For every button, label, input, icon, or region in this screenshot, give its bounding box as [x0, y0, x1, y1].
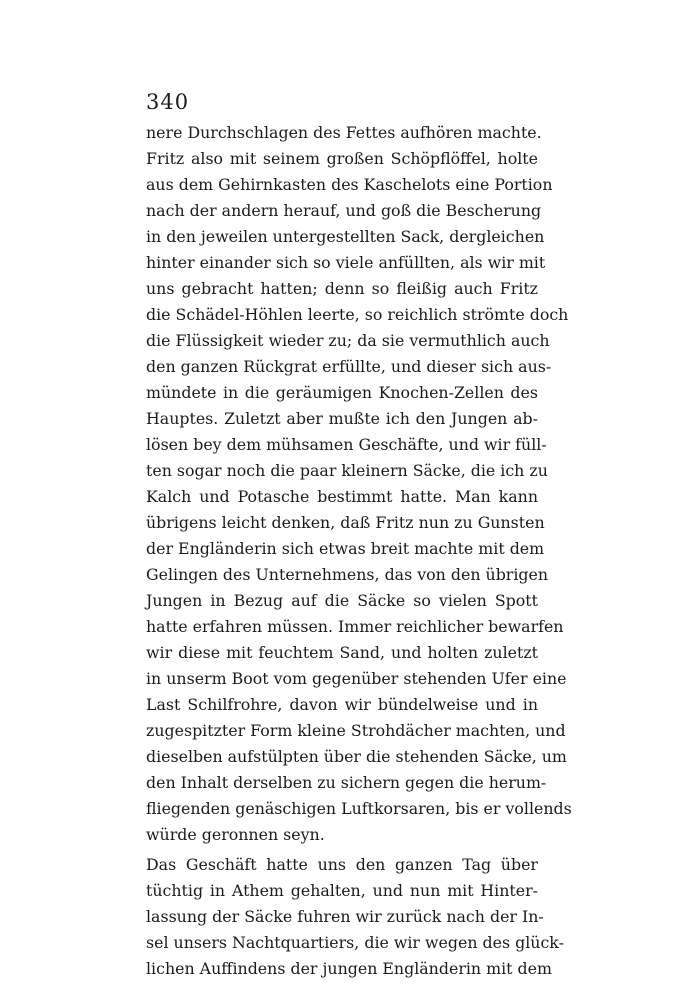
- text-line: Hauptes. Zuletzt aber mußte ich den Jungen ab-: [146, 409, 538, 428]
- page-number: 340: [146, 90, 190, 114]
- text-line: der Engländerin sich etwas breit machte mit dem: [146, 539, 545, 558]
- text-line: tüchtig in Athem gehalten, und nun mit Hinter-: [146, 881, 538, 900]
- text-line: lassung der Säcke fuhren wir zurück nach der In-: [146, 907, 544, 926]
- text-line: fliegenden genäschigen Luftkorsaren, bis er vollends: [146, 799, 572, 818]
- text-line: Fritz also mit seinem großen Schöpflöffel, holte: [146, 149, 538, 168]
- text-line: die Schädel-Höhlen leerte, so reichlich strömte doch: [146, 305, 569, 324]
- text-line: mündete in die geräumigen Knochen-Zellen des: [146, 383, 538, 402]
- text-line: sel unsers Nachtquartiers, die wir wegen des glück-: [146, 933, 564, 952]
- body-text: [146, 120, 572, 982]
- text-line: die Flüssigkeit wieder zu; da sie vermuthlich auch: [146, 331, 550, 350]
- text-line: wir diese mit feuchtem Sand, und holten zuletzt: [146, 643, 538, 662]
- text-line: nere Durchschlagen des Fettes aufhören machte.: [146, 123, 542, 142]
- text-line: Last Schilfrohre, davon wir bündelweise und in: [146, 695, 538, 714]
- text-line: den Inhalt derselben zu sichern gegen die herum-: [146, 773, 547, 792]
- text-line: hatte erfahren müssen. Immer reichlicher bewarfen: [146, 617, 564, 636]
- text-line: zugespitzter Form kleine Strohdächer machten, und: [146, 721, 566, 740]
- text-line: in unserm Boot vom gegenüber stehenden Ufer eine: [146, 669, 567, 688]
- paragraph: [146, 120, 572, 848]
- text-line: dieselben aufstülpten über die stehenden Säcke, um: [146, 747, 567, 766]
- text-line: ten sogar noch die paar kleinern Säcke, die ich zu: [146, 461, 548, 480]
- text-line: in den jeweilen untergestellten Sack, dergleichen: [146, 227, 545, 246]
- text-line: nach der andern herauf, und goß die Bescherung: [146, 201, 542, 220]
- text-line: übrigens leicht denken, daß Fritz nun zu Gunsten: [146, 513, 545, 532]
- text-line: Jungen in Bezug auf die Säcke so vielen Spott: [146, 591, 538, 610]
- paragraph: [146, 852, 564, 982]
- text-line: Das Geschäft hatte uns den ganzen Tag über: [146, 855, 538, 874]
- text-line: Kalch und Potasche bestimmt hatte. Man kann: [146, 487, 538, 506]
- text-line: uns gebracht hatten; denn so fleißig auch Fritz: [146, 279, 538, 298]
- text-line: würde geronnen seyn.: [146, 825, 325, 844]
- text-line: lichen Auffindens der jungen Engländerin mit dem: [146, 959, 552, 978]
- text-line: aus dem Gehirnkasten des Kaschelots eine Portion: [146, 175, 553, 194]
- text-line: Gelingen des Unternehmens, das von den übrigen: [146, 565, 549, 584]
- text-line: den ganzen Rückgrat erfüllte, und dieser sich aus-: [146, 357, 552, 376]
- text-line: lösen bey dem mühsamen Geschäfte, und wir füll-: [146, 435, 547, 454]
- text-line: hinter einander sich so viele anfüllten, als wir mit: [146, 253, 546, 272]
